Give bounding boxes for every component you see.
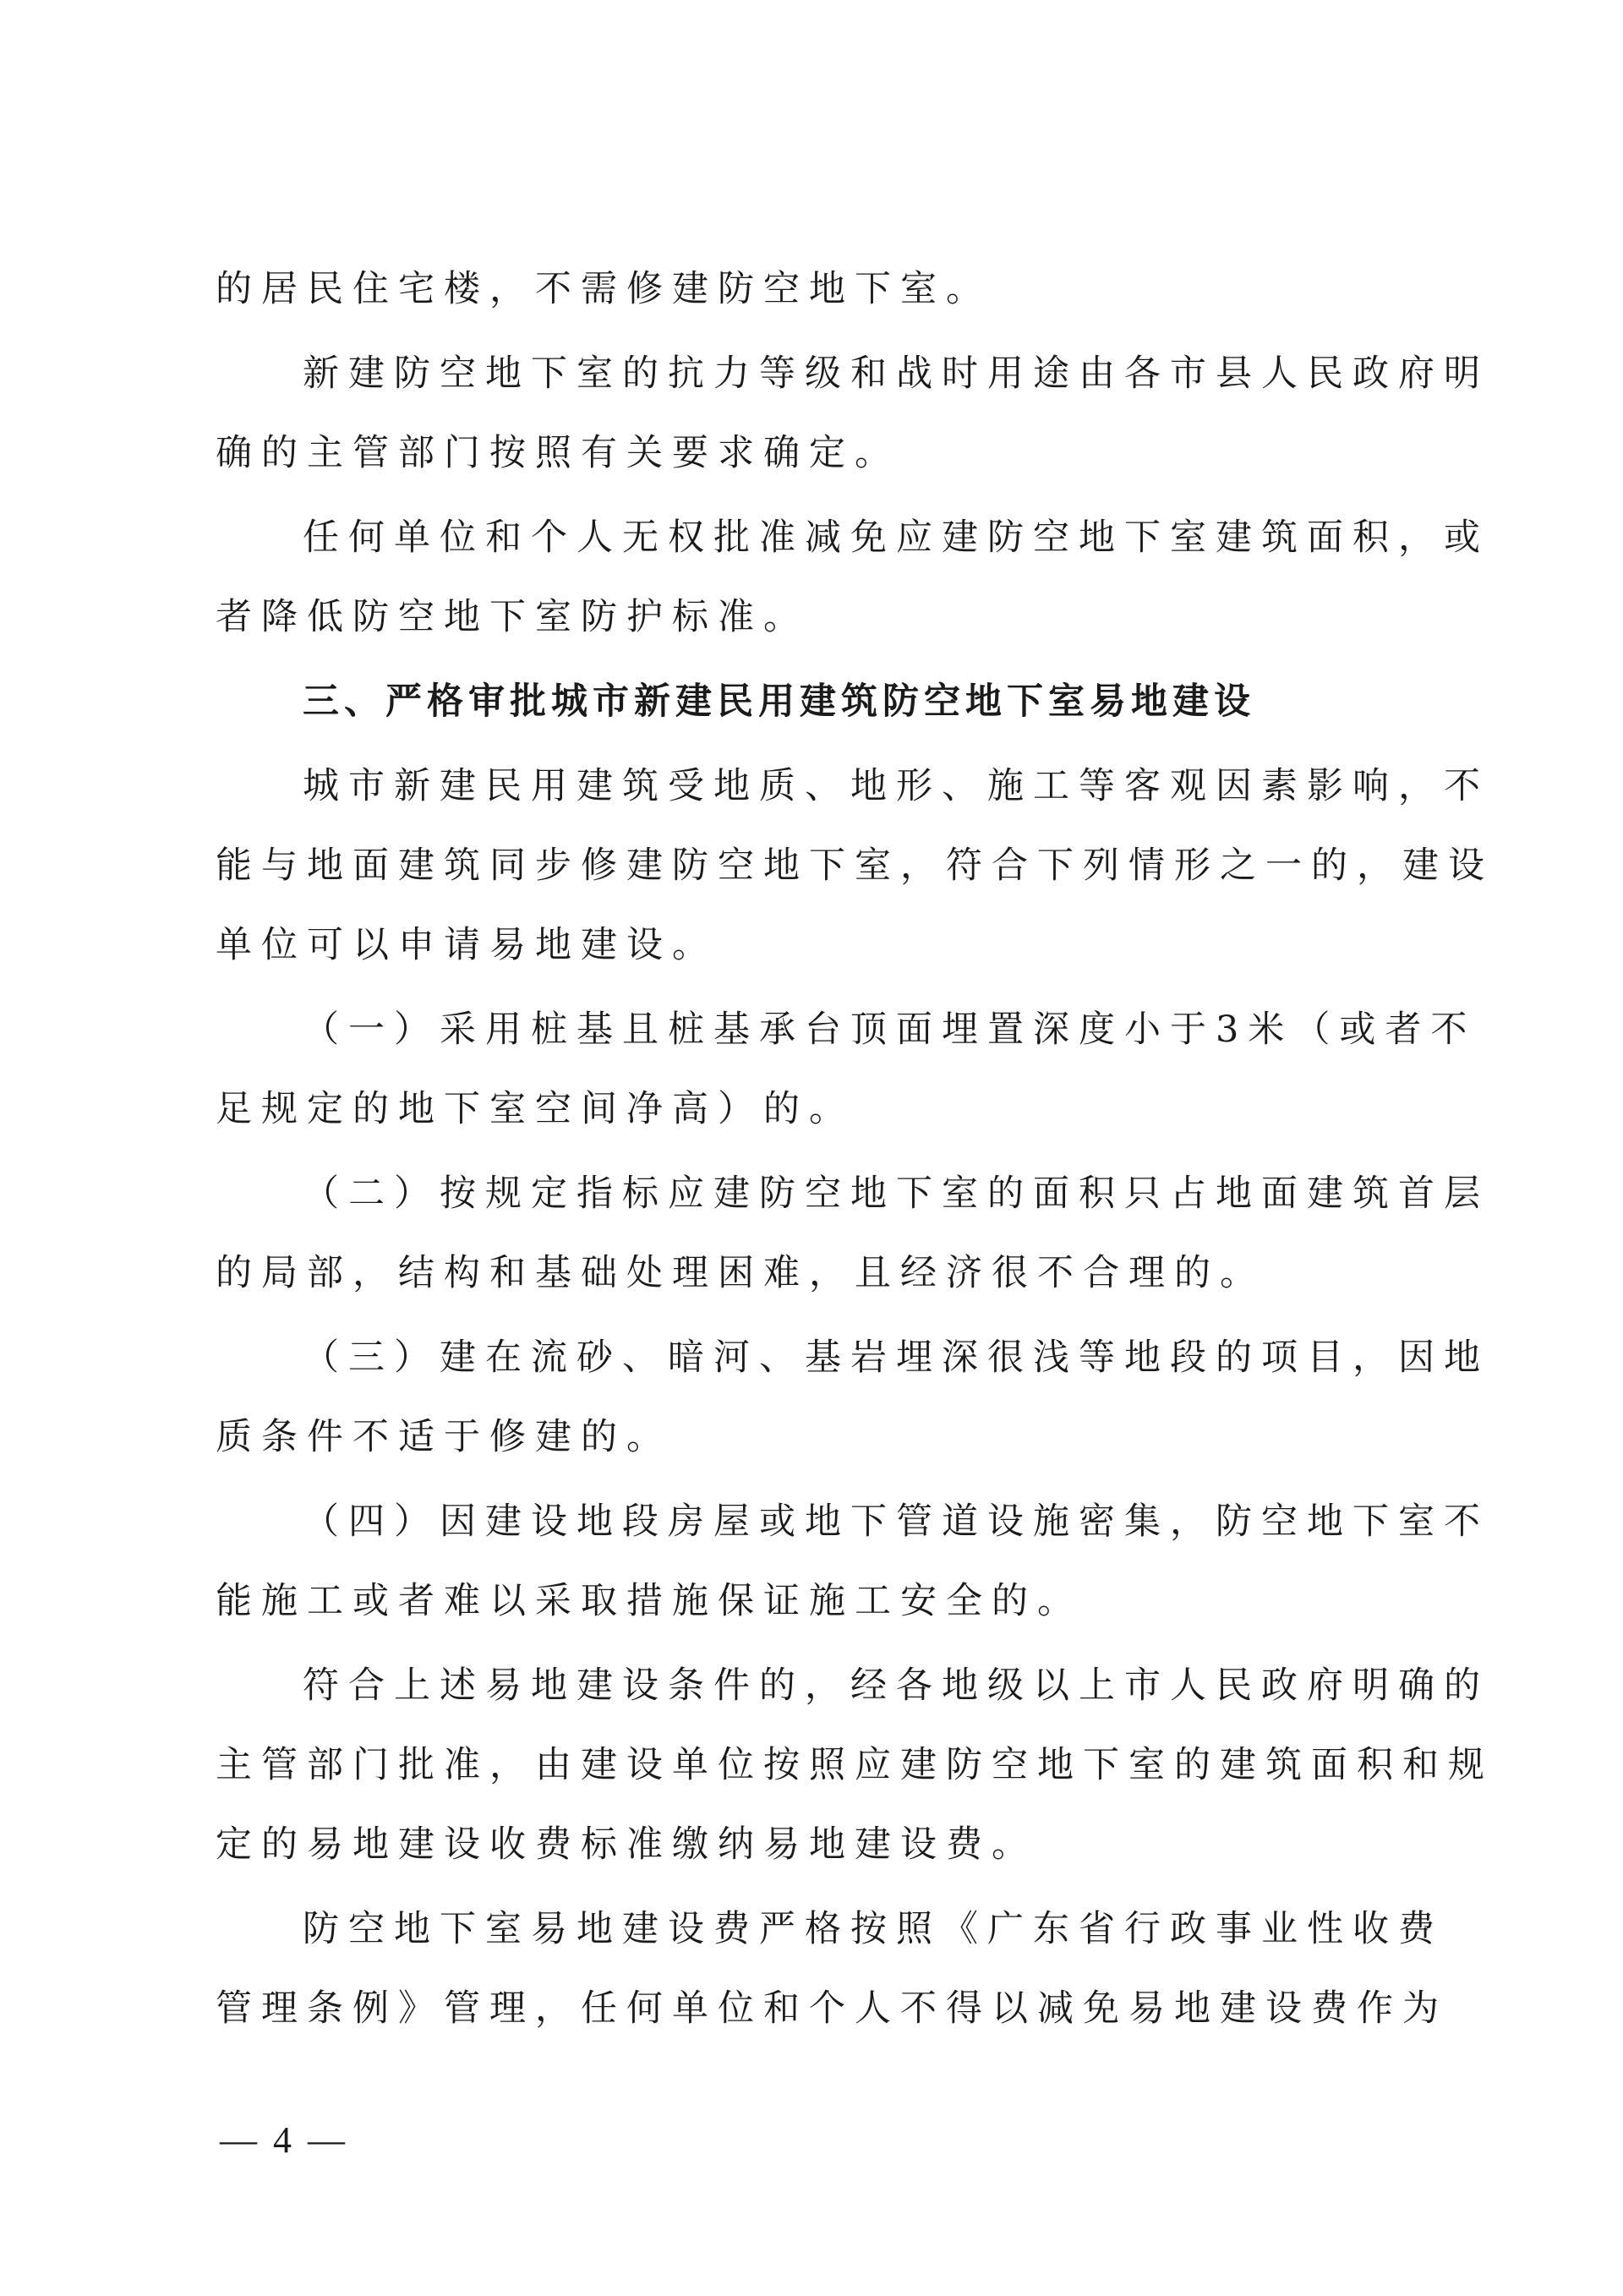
- body-text: [216, 249, 1494, 2048]
- text-line: 质条件不适于修建的。: [216, 1416, 672, 1458]
- text-line: 能与地面建筑同步修建防空地下室，符合下列情形之一的，建设: [216, 845, 1494, 887]
- text-line: 的局部，结构和基础处理困难，且经济很不合理的。: [216, 1252, 1265, 1294]
- text-line: 新建防空地下室的抗力等级和战时用途由各市县人民政府明: [303, 353, 1489, 395]
- text-line: 防空地下室易地建设费严格按照《广东省行政事业性收费: [303, 1908, 1444, 1950]
- text-line: 的居民住宅楼，不需修建防空地下室。: [216, 268, 992, 310]
- text-line: 单位可以申请易地建设。: [216, 924, 718, 966]
- text-line: 任何单位和个人无权批准减免应建防空地下室建筑面积，或: [303, 517, 1489, 559]
- text-line: 足规定的地下室空间净高）的。: [216, 1088, 855, 1130]
- text-line: 者降低防空地下室防护标准。: [216, 596, 809, 638]
- text-line: 城市新建民用建筑受地质、地形、施工等客观因素影响，不: [303, 765, 1489, 807]
- text-line: 确的主管部门按照有关要求确定。: [216, 432, 900, 474]
- section-heading: 三、严格审批城市新建民用建筑防空地下室易地建设: [303, 681, 1255, 723]
- text-line: （一）采用桩基且桩基承台顶面埋置深度小于3米（或者不: [303, 1009, 1477, 1051]
- text-line: 管理条例》管理，任何单位和个人不得以减免易地建设费作为: [216, 1987, 1448, 2030]
- text-line: （二）按规定指标应建防空地下室的面积只占地面建筑首层: [303, 1173, 1489, 1215]
- text-line: 定的易地建设收费标准缴纳易地建设费。: [216, 1823, 1037, 1866]
- page-number: — 4 —: [220, 2119, 348, 2161]
- text-line: 符合上述易地建设条件的，经各地级以上市人民政府明确的: [303, 1665, 1489, 1707]
- text-line: （四）因建设地段房屋或地下管道设施密集，防空地下室不: [303, 1501, 1489, 1543]
- text-line: （三）建在流砂、暗河、基岩埋深很浅等地段的项目，因地: [303, 1337, 1489, 1379]
- text-line: 能施工或者难以采取措施保证施工安全的。: [216, 1580, 1083, 1622]
- text-line: 主管部门批准，由建设单位按照应建防空地下室的建筑面积和规: [216, 1744, 1494, 1786]
